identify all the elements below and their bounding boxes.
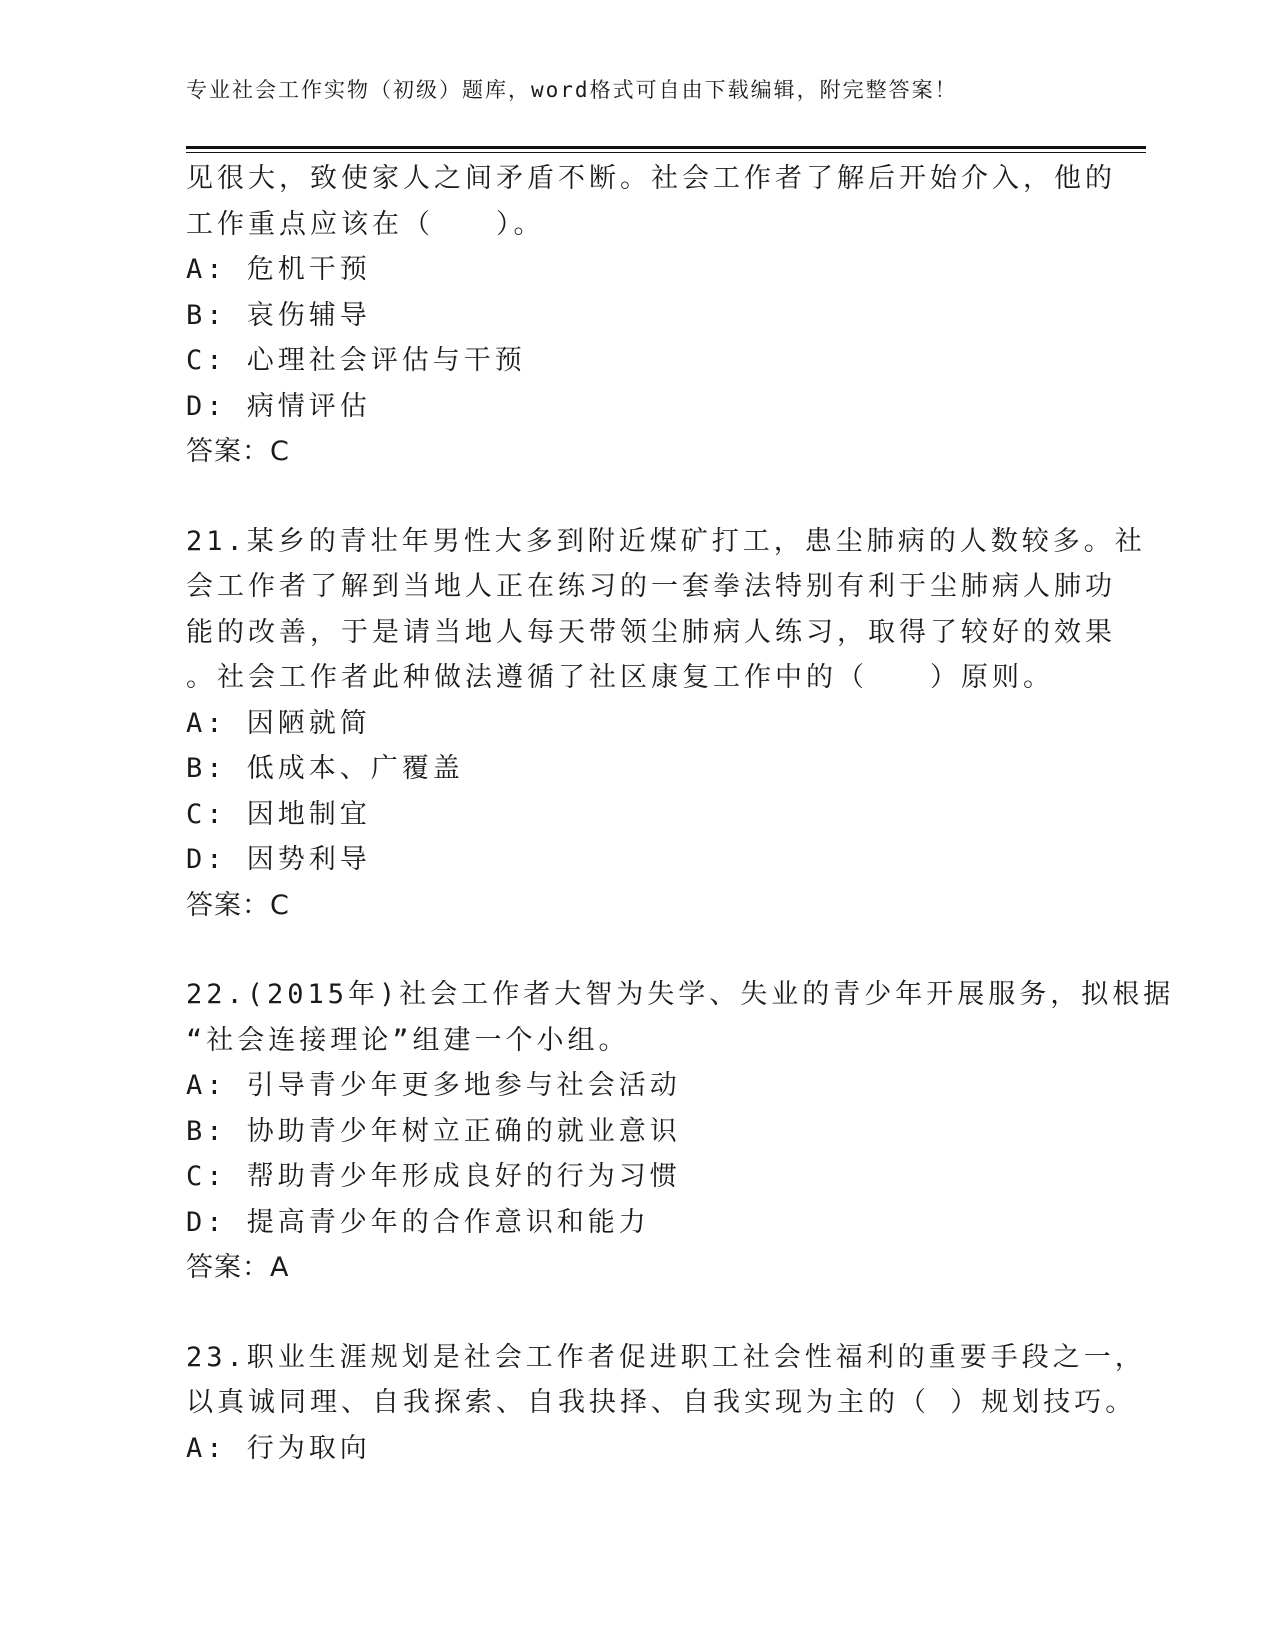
question-text-line: 工作重点应该在（ ）。: [186, 208, 545, 240]
option-b: B: 低成本、广覆盖: [186, 753, 464, 784]
option-c: C: 心理社会评估与干预: [186, 345, 526, 376]
question-content: [186, 156, 1175, 1471]
question-text-line: 会工作者了解到当地人正在练习的一套拳法特别有利于尘肺病人肺功: [186, 571, 1116, 602]
option-d: D: 病情评估: [186, 390, 371, 422]
question-text-line: 23.职业生涯规划是社会工作者促进职工社会性福利的重要手段之一，: [186, 1341, 1146, 1373]
question-text-line: 能的改善，于是请当地人每天带领尘肺病人练习，取得了较好的效果: [186, 616, 1116, 648]
question-block: [186, 1335, 1146, 1472]
header-rule-thin: [186, 152, 1146, 153]
answer-line: 答案：C: [186, 889, 290, 921]
option-a: A: 引导青少年更多地参与社会活动: [186, 1070, 681, 1101]
question-text-line: 见很大，致使家人之间矛盾不断。社会工作者了解后开始介入，他的: [186, 163, 1116, 194]
answer-line: 答案：C: [186, 436, 290, 467]
page-header: 专业社会工作实物（初级）题库，word格式可自由下载编辑，附完整答案！: [186, 78, 958, 102]
block-spacer: [186, 928, 1146, 972]
answer-line: 答案：A: [186, 1252, 290, 1283]
option-b: B: 哀伤辅导: [186, 299, 371, 331]
question-block: [186, 519, 1146, 929]
block-spacer: [186, 475, 1146, 519]
option-b: B: 协助青少年树立正确的就业意识: [186, 1115, 681, 1147]
option-c: C: 因地制宜: [186, 798, 371, 830]
question-text-line: 22.(2015年)社会工作者大智为失学、失业的青少年开展服务，拟根据: [186, 979, 1175, 1010]
option-d: D: 提高青少年的合作意识和能力: [186, 1206, 650, 1238]
question-text-line: 21.某乡的青壮年男性大多到附近煤矿打工，患尘肺病的人数较多。社: [186, 525, 1146, 557]
option-a: A: 因陋就简: [186, 707, 371, 739]
option-d: D: 因势利导: [186, 844, 371, 875]
option-c: C: 帮助青少年形成良好的行为习惯: [186, 1161, 681, 1192]
question-text-line: “社会连接理论”组建一个小组。: [186, 1024, 630, 1056]
question-text-line: 。社会工作者此种做法遵循了社区康复工作中的（ ）原则。: [186, 662, 1054, 693]
question-block: [186, 972, 1175, 1291]
option-a: A: 行为取向: [186, 1432, 371, 1464]
question-block: [186, 156, 1146, 475]
block-spacer: [186, 1291, 1146, 1335]
header-rule-thick: [186, 146, 1146, 149]
question-text-line: 以真诚同理、自我探索、自我抉择、自我实现为主的（ ）规划技巧。: [186, 1387, 1137, 1418]
option-a: A: 危机干预: [186, 254, 371, 285]
